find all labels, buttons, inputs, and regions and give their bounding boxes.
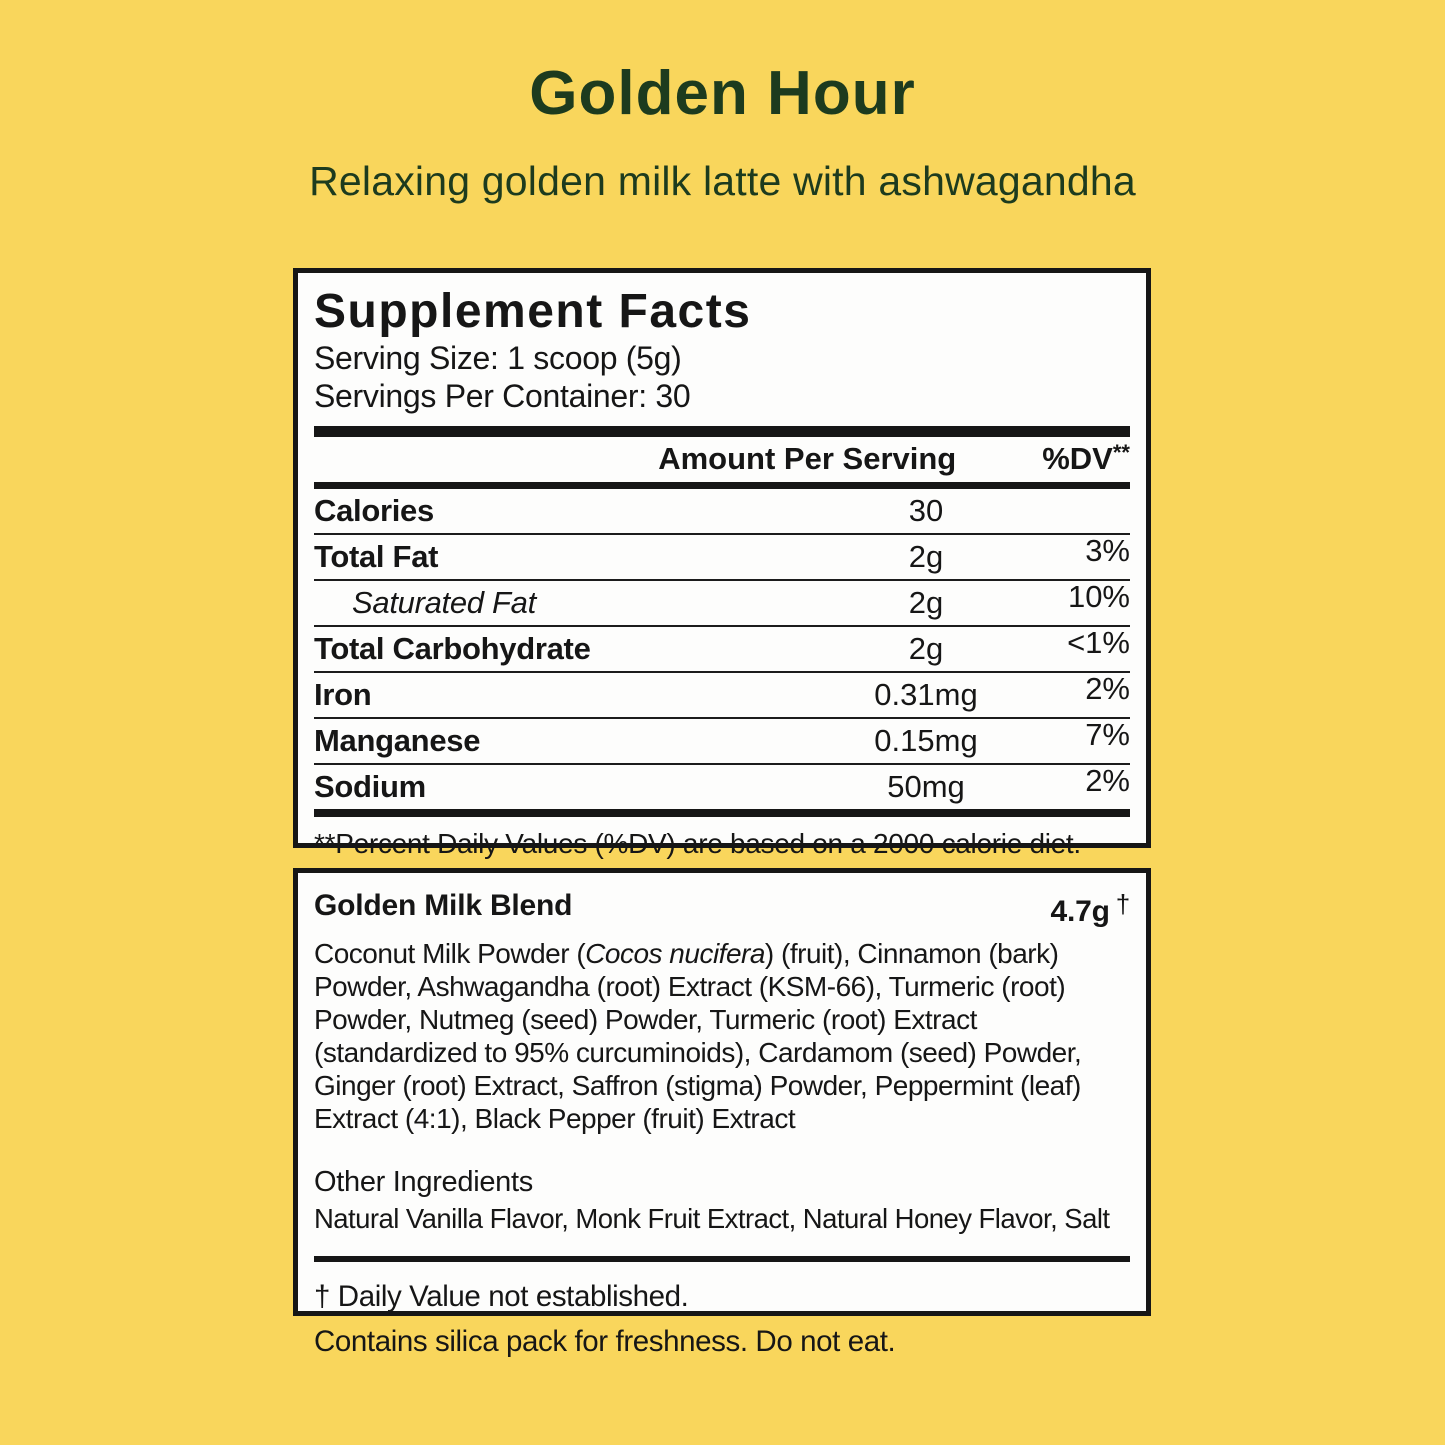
silica-note: Contains silica pack for freshness. Do not eat. (314, 1325, 896, 1358)
latin-name: Cocos nucifera (585, 938, 765, 969)
blend-header (314, 889, 1130, 929)
table-row-manganese (314, 717, 1130, 763)
table-row-total-carbohydrate (314, 625, 1130, 671)
table-row-saturated-fat (314, 579, 1130, 625)
dv-footnote: **Percent Daily Values (%DV) are based on a 2000 calorie diet. (314, 828, 1081, 859)
facts-table-header (314, 437, 1130, 482)
ingredients-line: Extract (4:1), Black Pepper (fruit) Extract (314, 1103, 796, 1134)
dv-asterisks: ** (1112, 440, 1130, 465)
ingredients-line: Ginger (root) Extract, Saffron (stigma) Powder, Peppermint (leaf) (314, 1070, 1081, 1101)
row-dv: 3% (1085, 533, 1130, 568)
row-amount: 2g (908, 585, 944, 620)
other-ingredients-list: Natural Vanilla Flavor, Monk Fruit Extract, Natural Honey Flavor, Salt (314, 1203, 1110, 1234)
row-amount: 2g (908, 631, 944, 666)
divider-rule (314, 1256, 1130, 1262)
blend-ingredients (314, 937, 1130, 1135)
row-name: Iron (314, 677, 372, 712)
ingredients-line: Powder, Ashwagandha (root) Extract (KSM-66), Turmeric (root) (314, 971, 1066, 1002)
table-row-sodium (314, 763, 1130, 809)
divider-medium (314, 809, 1130, 817)
dagger-note: † Daily Value not established. (314, 1280, 689, 1313)
page-title: Golden Hour (529, 59, 916, 128)
row-name: Sodium (314, 769, 426, 804)
row-dv: <1% (1067, 625, 1130, 660)
divider-thick (314, 426, 1130, 437)
row-dv: 2% (1085, 671, 1130, 706)
row-name: Saturated Fat (352, 585, 536, 620)
dagger-mark: † (1115, 889, 1130, 919)
row-amount: 30 (908, 493, 944, 528)
footnotes (314, 1274, 1130, 1364)
col-amount-per-serving: Amount Per Serving (658, 441, 957, 476)
blend-name: Golden Milk Blend (314, 889, 573, 922)
ingredients-line: (standardized to 95% curcuminoids), Cardamom (seed) Powder, (314, 1037, 1082, 1068)
col-dv: %DV** (1042, 440, 1130, 476)
row-name: Total Carbohydrate (314, 631, 591, 666)
page-subtitle: Relaxing golden milk latte with ashwagandha (309, 158, 1136, 204)
ingredients-line: Coconut Milk Powder (Cocos nucifera) (fruit), Cinnamon (bark) (314, 938, 1059, 969)
row-name: Total Fat (314, 539, 439, 574)
other-ingredients-title: Other Ingredients (314, 1166, 533, 1198)
row-dv: 2% (1085, 763, 1130, 798)
serving-size: Serving Size: 1 scoop (5g) (314, 340, 682, 376)
divider-medium (314, 482, 1130, 489)
row-amount: 50mg (887, 769, 965, 804)
row-name: Calories (314, 493, 434, 528)
ingredients-line: Powder, Nutmeg (seed) Powder, Turmeric (root) Extract (314, 1004, 977, 1035)
table-row-iron (314, 671, 1130, 717)
row-amount: 0.15mg (874, 723, 978, 758)
servings-per-container: Servings Per Container: 30 (314, 378, 691, 414)
table-row-calories (314, 489, 1130, 533)
supplement-facts-panel (293, 268, 1151, 859)
row-dv: 7% (1085, 717, 1130, 752)
row-amount: 0.31mg (874, 677, 978, 712)
row-dv: 10% (1067, 579, 1130, 614)
blend-amount: 4.7g † (1050, 889, 1130, 928)
table-row-total-fat (314, 533, 1130, 579)
row-name: Manganese (314, 723, 481, 758)
supplement-facts-title: Supplement Facts (314, 285, 752, 338)
blend-panel (293, 868, 1151, 1358)
row-amount: 2g (908, 539, 944, 574)
